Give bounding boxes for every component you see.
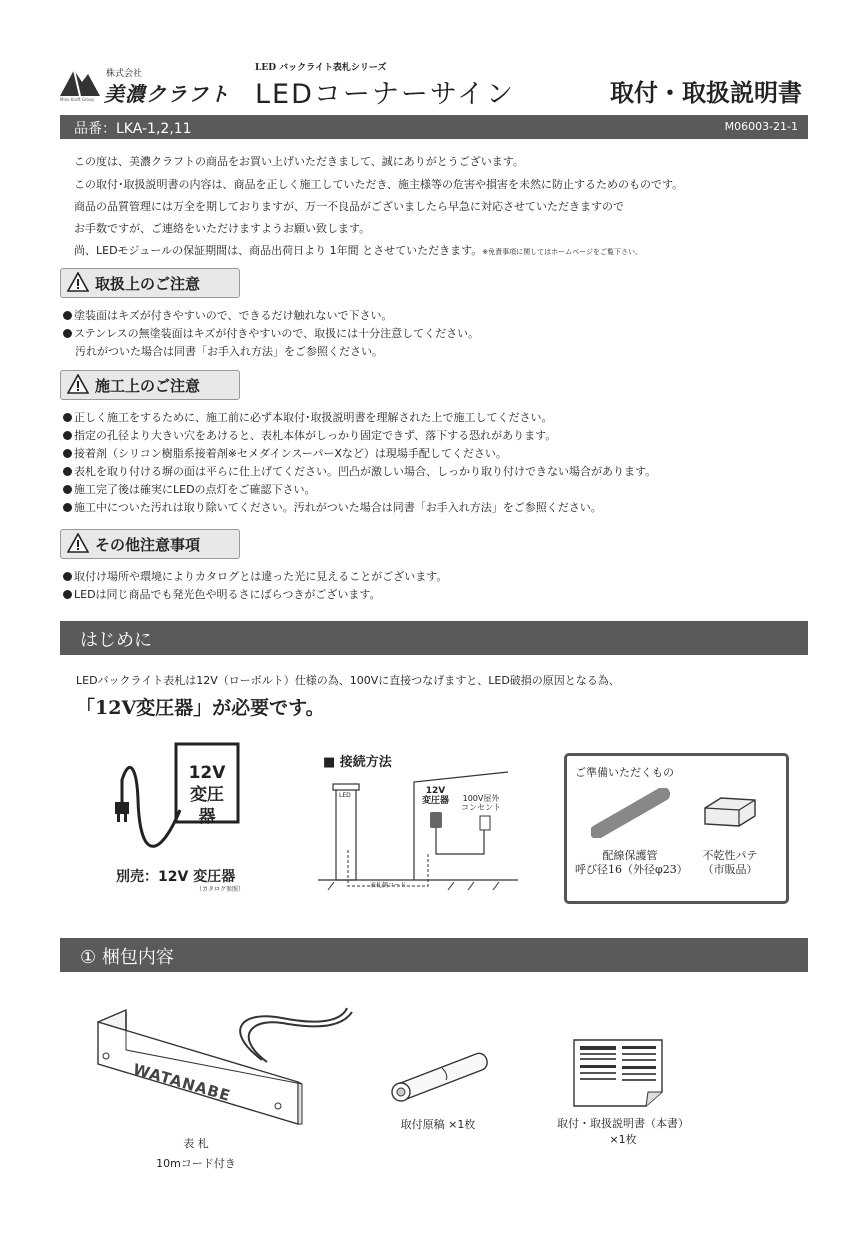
prepare-items-box: [564, 753, 789, 904]
intro-line: この取付･取扱説明書の内容は、商品を正しく施工していただき、施主様等の危害や損害を未然に防止するためのものです。: [74, 178, 684, 191]
caution-handling-title: 取扱上のご注意: [95, 275, 201, 293]
template-roll-illustration: [384, 1048, 494, 1104]
conduit-caption: [575, 849, 688, 877]
warning-icon: [67, 272, 89, 292]
prepare-title: ご準備いただくもの: [575, 766, 674, 779]
list-item: 接着剤（シリコン樹脂系接着剤※セメダインスーパーXなど）は現場手配してください。: [63, 445, 656, 463]
list-item: 施工中についた汚れは取り除いてください。汚れがついた場合は同書「お手入れ方法」をご参照ください。: [63, 499, 656, 517]
document-code: M06003-21-1: [724, 120, 798, 133]
putty-caption: [695, 849, 765, 877]
manual-caption-line: ×1枚: [609, 1133, 637, 1146]
section-package-bar: [60, 938, 808, 972]
section-intro-bar: [60, 621, 808, 655]
conduit-caption-line: 呼び径16（外径φ23）: [575, 863, 688, 876]
bullet-icon: [63, 503, 72, 512]
caution-other-title: その他注意事項: [95, 536, 201, 554]
warning-icon: [67, 533, 89, 553]
manual-caption-line: 取付・取扱説明書（本書）: [557, 1117, 689, 1130]
list-item: 表札を取り付ける塀の面は平らに仕上げてください。凹凸が激しい場合、しっかり取り付けできない場合があります。: [63, 463, 656, 481]
caution-other-list: [63, 568, 447, 604]
transformer-label-line: 変圧器: [190, 785, 224, 827]
brand-name: 美濃クラフト: [104, 82, 230, 106]
transformer-required: 「12V変圧器」が必要です。: [76, 697, 325, 719]
connection-transformer-line: 12V: [425, 786, 446, 796]
connection-transformer-label: [422, 786, 449, 806]
brand-logo-icon: [58, 64, 102, 98]
outlet-label: [461, 794, 501, 812]
section-package-title: ① 梱包内容: [80, 947, 174, 968]
brand-tagline: Mino Kraft Group: [60, 97, 94, 102]
bullet-icon: [63, 311, 72, 320]
caution-handling-list: [63, 307, 479, 361]
manual-caption: [548, 1116, 698, 1148]
list-item: 塗装面はキズが付きやすいので、できるだけ触れないで下さい。: [63, 307, 479, 325]
intro-line: お手数ですが、ご連絡をいただけますようお願い致します。: [74, 222, 371, 235]
part-number-bar: [60, 115, 808, 139]
nameplate-sample-text: WATANABE: [131, 1060, 233, 1106]
nameplate-caption-line: 表 札: [183, 1137, 209, 1150]
list-item: LEDは同じ商品でも発光色や明るさにばらつきがございます。: [63, 586, 447, 604]
manual-illustration: [572, 1038, 664, 1108]
transformer-label: [182, 762, 232, 828]
manual-title: 取付・取扱説明書: [610, 79, 802, 107]
intro-line-warranty: 尚、LEDモジュールの保証期間は、商品出荷日より 1年間 とさせていただきます。※免責事項に関してはホームページをご覧下さい。: [74, 244, 642, 257]
bullet-icon: [63, 329, 72, 338]
caution-install-title: 施工上のご注意: [95, 377, 201, 395]
warning-icon: [67, 374, 89, 394]
list-item-continuation: 汚れがついた場合は同書「お手入れ方法」をご参照ください。: [75, 345, 383, 358]
product-title: LEDコーナーサイン: [255, 79, 516, 110]
bullet-icon: [63, 467, 72, 476]
bullet-icon: [63, 431, 72, 440]
outlet-label-line: 100V屋外: [462, 794, 500, 803]
series-name: LED バックライト表札シリーズ: [255, 63, 387, 73]
led-label: LED: [339, 792, 351, 799]
part-number: 品番：LKA-1,2,11: [74, 121, 192, 137]
intro-line: 商品の品質管理には万全を期しておりますが、万一不良品がございましたら早急に対応させていただきますので: [74, 200, 624, 213]
list-item: 施工完了後は確実にLEDの点灯をご確認下さい。: [63, 481, 656, 499]
connection-transformer-line: 変圧器: [422, 796, 450, 806]
outlet-label-line: コンセント: [461, 803, 501, 812]
conduit-pipe-icon: [591, 788, 671, 838]
cord-label: 表札側コード: [370, 882, 407, 889]
nameplate-caption: [150, 1134, 242, 1174]
list-item: 取付け場所や環境によりカタログとは違った光に見えることがございます。: [63, 568, 447, 586]
bullet-icon: [63, 485, 72, 494]
caution-install-header: [60, 370, 240, 400]
caution-handling-header: [60, 268, 240, 298]
transformer-caption: 別売：12V 変圧器: [116, 869, 236, 885]
bullet-icon: [63, 449, 72, 458]
transformer-label-line: 12V: [188, 763, 226, 783]
bullet-icon: [63, 413, 72, 422]
list-item: ステンレスの無塗装面はキズが付きやすいので、取扱には十分注意してください。: [63, 325, 479, 343]
caution-install-list: [63, 409, 656, 517]
bullet-icon: [63, 572, 72, 581]
nameplate-caption-line: 10mコード付き: [156, 1157, 236, 1170]
voltage-note: LEDバックライト表札は12V（ローボルト）仕様の為、100Vに直接つなげますと、LED破損の原因となる為、: [76, 674, 620, 687]
template-caption: 取付原稿 ×1枚: [400, 1118, 476, 1131]
company-type: 株式会社: [106, 69, 143, 79]
putty-icon: [699, 794, 761, 830]
section-intro-title: はじめに: [80, 630, 152, 651]
transformer-caption-sub: （カタログ参照）: [196, 886, 245, 893]
bullet-icon: [63, 590, 72, 599]
intro-note: ※免責事項に関してはホームページをご覧下さい。: [482, 248, 642, 256]
connection-title: ■ 接続方法: [323, 755, 392, 770]
nameplate-illustration: [92, 1000, 354, 1130]
connection-diagram: [318, 770, 518, 900]
putty-caption-line: 不乾性パテ: [702, 849, 758, 862]
conduit-caption-line: 配線保護管: [602, 849, 658, 862]
putty-caption-line: （市販品）: [702, 863, 758, 876]
caution-other-header: [60, 529, 240, 559]
list-item: 正しく施工をするために、施工前に必ず本取付･取扱説明書を理解された上で施工してください。: [63, 409, 656, 427]
list-item: 指定の孔径より大きい穴をあけると、表札本体がしっかり固定できず、落下する恐れがあります。: [63, 427, 656, 445]
intro-line: この度は、美濃クラフトの商品をお買い上げいただきまして、誠にありがとうございます。: [74, 155, 524, 168]
